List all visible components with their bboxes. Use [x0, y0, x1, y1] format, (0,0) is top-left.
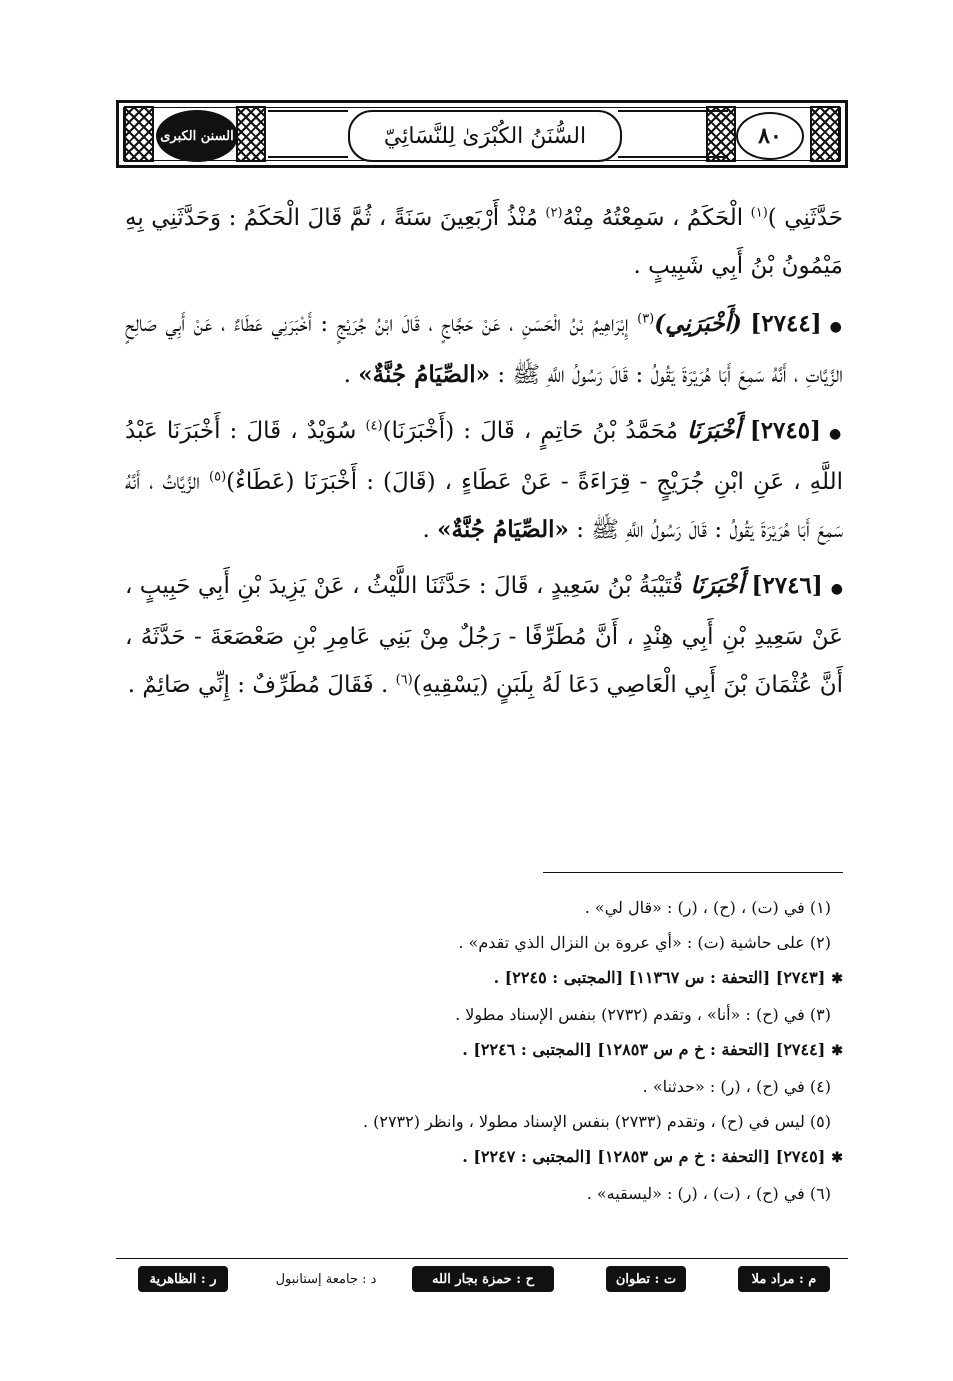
footnotes	[125, 890, 843, 1211]
manuscript-ha: ح : حمزة بجار الله	[412, 1266, 554, 1292]
para0-text-after: مُنْذُ أَرْبَعِينَ سَنَةً ، ثُمَّ قَالَ الْحَكَمُ : وَحَدَّثَنِي بِهِ مَيْمُونُ بْنُ أَبِي شَبِيبٍ .	[125, 205, 843, 279]
hadith-akhbarana: (أَخْبَرَنِي)	[654, 310, 742, 337]
hadith-2744	[125, 300, 843, 399]
takhrij-2744	[125, 1032, 843, 1069]
hadith-text-2: سُوَيْدٌ ، قَالَ : أَخْبَرَنَا عَبْدُ اللَّهِ ، عَنِ ابْنِ جُرَيْجٍ - قِرَاءَةً - عَنْ عَطَاءٍ ، (قَالَ) : أَخْبَرَنَا (عَطَاءٌ)	[125, 418, 844, 495]
header-ornament-right-inner	[706, 106, 736, 162]
footnote-6: (٦) في (ح) ، (ت) ، (ر) : «ليسقيه» .	[586, 1184, 831, 1203]
para0-text-before: حَدَّثَنِي )	[767, 205, 844, 231]
hadith-2745	[125, 407, 843, 554]
manuscript-ra: ر : الظاهرية	[138, 1266, 228, 1292]
bullet-icon: ●	[830, 581, 844, 597]
takhrij-2745	[125, 1139, 843, 1176]
footnote-4: (٤) في (ح) ، (ر) : «حدثنا» .	[642, 1077, 831, 1096]
hadith-text-3: الزَّيَّاتُ ، أَنَّهُ سَمِعَ أَبَا هُرَيْرَةَ يَقُولُ : قَالَ رَسُولُ اللَّهِ ﷺ :	[125, 469, 843, 543]
header-ornament-left-inner	[236, 106, 266, 162]
para0-text-mid: الْحَكَمُ ، سَمِعْتُهُ مِنْهُ	[562, 205, 751, 231]
bullet-icon: ●	[829, 426, 844, 442]
footnote-ref-1: (١)	[750, 205, 768, 221]
header-band-left	[268, 110, 348, 158]
footnote-divider	[543, 872, 843, 873]
book-title-box	[348, 110, 622, 162]
takhrij-text: [٢٧٤٥] [التحفة : خ م س ١٢٨٥٣] [المجتبى : ٢٢٤٧] .	[462, 1147, 826, 1166]
hadith-end: .	[422, 517, 438, 543]
hadith-2746	[125, 562, 843, 709]
footnote-2: (٢) على حاشية (ت) : «أي عروة بن النزال الذي تقدم» .	[458, 933, 831, 952]
footnote-ref-4: (٤)	[365, 418, 383, 434]
star-icon: ✱	[831, 1043, 843, 1059]
takhrij-text: [٢٧٤٣] [التحفة : س ١١٣٦٧] [المجتبى : ٢٢٤٥] .	[493, 968, 826, 987]
takhrij-text: [٢٧٤٤] [التحفة : خ م س ١٢٨٥٣] [المجتبى : ٢٢٤٦] .	[462, 1040, 826, 1059]
manuscript-key-bar	[116, 1266, 848, 1294]
hadith-text-2: . فَقَالَ مُطَرِّفٌ : إِنِّي صَائِمٌ .	[127, 672, 396, 698]
footnote-1: (١) في (ت) ، (ح) ، (ر) : «قال لي» .	[584, 898, 831, 917]
hadith-quote: «الصِّيَامُ جُنَّةٌ»	[437, 516, 569, 543]
footnote-ref-3: (٣)	[637, 311, 655, 327]
hadith-text: إِبْرَاهِيمُ بْنُ الْحَسَنِ ، عَنْ حَجَّاجٍ ، قَالَ ابْنُ جُرَيْجٍ : أَخْبَرَنِي عَطَاءٌ ، عَنْ أَبِي صَالِحٍ الزَّيَّاتِ ، أَنَّهُ سَمِعَ أَبَا هُرَيْرَةَ يَقُولُ : قَالَ رَسُولُ اللَّهِ ﷺ :	[125, 311, 843, 388]
hadith-akhbarana: أَخْبَرَنَا	[690, 572, 745, 599]
emblem-text: السنن الكبرى	[160, 128, 234, 144]
header-ornament-left-outer	[124, 106, 154, 162]
page-number-box	[736, 112, 804, 160]
takhrij-2743	[125, 960, 843, 997]
hadith-text-1: قُتَيْبَةُ بْنُ سَعِيدٍ ، قَالَ : حَدَّثَنَا اللَّيْثُ ، عَنْ يَزِيدَ بْنِ أَبِي حَبِيبٍ ، عَنْ سَعِيدِ بْنِ أَبِي هِنْدٍ ، أَنَّ مُطَرِّفًا - رَجُلٌ مِنْ بَنِي عَامِرِ بْنِ صَعْصَعَةَ - حَدَّثَهُ ، أَنَّ عُثْمَانَ بْنَ أَبِي الْعَاصِي دَعَا لَهُ بِلَبَنٍ (يَسْقِيهِ)	[125, 573, 843, 698]
manuscript-ta: ت : تطوان	[606, 1266, 686, 1292]
bullet-icon: ●	[829, 319, 844, 335]
hadith-quote: «الصِّيَامُ جُنَّةٌ»	[358, 361, 491, 388]
paragraph-continuation	[125, 194, 843, 290]
hadith-text-1: مُحَمَّدُ بْنُ حَاتِمٍ ، قَالَ : (أَخْبَرَنَا)	[382, 418, 688, 444]
book-title: السُّنَنُ الكُبْرَىٰ لِلنَّسَائِيّ	[383, 123, 587, 149]
footnote-ref-5: (٥)	[209, 469, 227, 485]
footnote-ref-6: (٦)	[395, 672, 413, 688]
footnote-3: (٣) في (ح) : «أنا» ، وتقدم (٢٧٣٢) بنفس الإسناد مطولا .	[455, 1005, 831, 1024]
star-icon: ✱	[831, 971, 843, 987]
emblem-medallion	[156, 110, 238, 162]
header-ornament-right-outer	[810, 106, 840, 162]
manuscript-mim: م : مراد ملا	[738, 1266, 830, 1292]
manuscript-dal: د : جامعة إستانبول	[275, 1271, 377, 1287]
page-header	[116, 100, 848, 168]
hadith-end: .	[343, 362, 359, 388]
star-icon: ✱	[831, 1150, 843, 1166]
bottom-divider	[116, 1258, 848, 1259]
footnote-ref-2: (٢)	[545, 205, 563, 221]
hadith-number: [٢٧٤٦]	[751, 572, 823, 599]
footnote-5: (٥) ليس في (ح) ، وتقدم (٢٧٣٣) بنفس الإسناد مطولا ، وانظر (٢٧٣٢) .	[362, 1112, 831, 1131]
hadith-akhbarana: أَخْبَرَنَا	[687, 417, 741, 444]
page-number: ٨٠	[758, 123, 782, 149]
hadith-number: [٢٧٤٥]	[749, 417, 822, 444]
hadith-number: [٢٧٤٤]	[750, 310, 822, 337]
main-text	[125, 194, 843, 709]
